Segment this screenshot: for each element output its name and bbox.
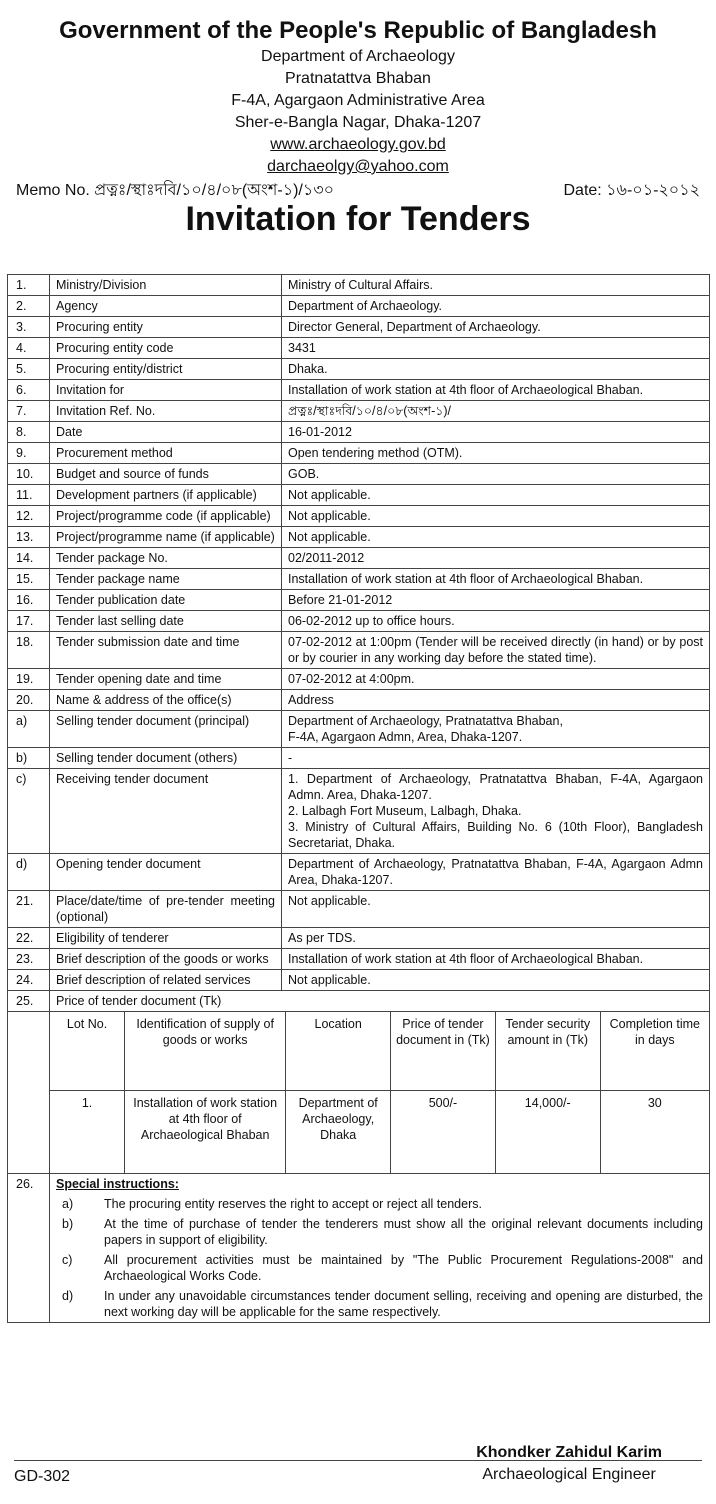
row-label: Procurement method <box>50 443 282 464</box>
table-row <box>8 632 710 669</box>
instruction-item <box>56 1216 703 1248</box>
row-label: Brief description of the goods or works <box>50 949 282 970</box>
row-label: Price of tender document (Tk) <box>50 991 710 1012</box>
price-value-identification: Installation of work station at 4th floor of Archaeological Bhaban <box>125 1091 286 1174</box>
table-row <box>8 590 710 611</box>
row-value: 07-02-2012 at 4:00pm. <box>282 669 710 690</box>
table-row <box>8 949 710 970</box>
address-line-1: F-4A, Agargaon Administrative Area <box>231 92 485 109</box>
row-label: Tender package name <box>50 569 282 590</box>
table-row <box>8 854 710 891</box>
special-instructions <box>50 1174 710 1323</box>
row-value: GOB. <box>282 464 710 485</box>
row-number: 4. <box>8 338 50 359</box>
table-row <box>8 401 710 422</box>
row-value: Not applicable. <box>282 506 710 527</box>
row-number: 13. <box>8 527 50 548</box>
price-value-security: 14,000/- <box>495 1091 600 1174</box>
price-value-completion: 30 <box>600 1091 709 1174</box>
row-label: Receiving tender document <box>50 769 282 854</box>
row-value-line: F-4A, Agargaon Admn, Area, Dhaka-1207. <box>288 730 523 744</box>
table-row <box>8 711 710 748</box>
table-row <box>8 506 710 527</box>
row-number-empty <box>8 1012 50 1174</box>
letterhead <box>0 16 716 178</box>
row-number: 6. <box>8 380 50 401</box>
row-value: Not applicable. <box>282 970 710 991</box>
row-value: 3431 <box>282 338 710 359</box>
row-value <box>282 711 710 748</box>
row-number: 9. <box>8 443 50 464</box>
row-value: Not applicable. <box>282 527 710 548</box>
row-number: 19. <box>8 669 50 690</box>
row-label: Tender opening date and time <box>50 669 282 690</box>
memo-row <box>16 179 700 203</box>
table-row <box>8 569 710 590</box>
row-label: Project/programme name (if applicable) <box>50 527 282 548</box>
table-row <box>8 748 710 769</box>
row-label: Tender submission date and time <box>50 632 282 669</box>
instruction-text: In under any unavoidable circumstances tender document selling, receiving and opening are disturbed, the next working day will be applicable for the same respectively. <box>104 1289 703 1319</box>
price-table-cell <box>50 1012 710 1174</box>
building-name: Pratnatattva Bhaban <box>285 70 431 87</box>
table-row <box>8 891 710 928</box>
price-header-row <box>50 1012 709 1091</box>
price-header-cell: Price of tender document in (Tk) <box>391 1012 496 1091</box>
special-instructions-title: Special instructions: <box>56 1177 179 1191</box>
row-value: Not applicable. <box>282 891 710 928</box>
instruction-text: The procuring entity reserves the right to accept or reject all tenders. <box>104 1197 482 1211</box>
row-number: 21. <box>8 891 50 928</box>
table-row <box>8 338 710 359</box>
row-value: Department of Archaeology. <box>282 296 710 317</box>
instruction-item <box>56 1196 703 1212</box>
row-value: প্রত্নঃ/স্থাঃদবি/১০/৪/০৮(অংশ-১)/ <box>282 401 710 422</box>
table-row-price-detail <box>8 1012 710 1174</box>
row-number: c) <box>8 769 50 854</box>
price-value-location: Department of Archaeology, Dhaka <box>286 1091 391 1174</box>
row-label: Name & address of the office(s) <box>50 690 282 711</box>
row-number: b) <box>8 748 50 769</box>
instruction-letter: d) <box>62 1289 74 1303</box>
row-value: Dhaka. <box>282 359 710 380</box>
price-value-lot-no: 1. <box>81 1096 93 1110</box>
row-number: 12. <box>8 506 50 527</box>
row-number: 15. <box>8 569 50 590</box>
footer <box>14 1442 702 1498</box>
row-label: Project/programme code (if applicable) <box>50 506 282 527</box>
department-name: Department of Archaeology <box>261 48 455 65</box>
table-row <box>8 422 710 443</box>
table-row <box>8 970 710 991</box>
table-row <box>8 443 710 464</box>
row-number: 14. <box>8 548 50 569</box>
row-label: Opening tender document <box>50 854 282 891</box>
row-number: 8. <box>8 422 50 443</box>
row-label: Agency <box>50 296 282 317</box>
row-value: Department of Archaeology, Pratnatattva Bhaban, F-4A, Agargaon Admn Area, Dhaka-1207. <box>282 854 710 891</box>
table-row-price-header <box>8 991 710 1012</box>
row-value: - <box>282 748 710 769</box>
document-code: GD-302 <box>14 1468 71 1485</box>
row-number: 22. <box>8 928 50 949</box>
table-row <box>8 611 710 632</box>
row-value: 07-02-2012 at 1:00pm (Tender will be received directly (in hand) or by post or by courier in any working day before the stated time). <box>282 632 710 669</box>
row-value <box>282 769 710 854</box>
row-value-line: 2. Lalbagh Fort Museum, Lalbagh, Dhaka. <box>288 804 522 818</box>
row-number: 20. <box>8 690 50 711</box>
government-title: Government of the People's Republic of Bangladesh <box>59 17 657 44</box>
row-label: Budget and source of funds <box>50 464 282 485</box>
table-row <box>8 275 710 296</box>
table-row <box>8 380 710 401</box>
instruction-letter: c) <box>62 1253 73 1267</box>
row-label: Tender package No. <box>50 548 282 569</box>
row-value: 16-01-2012 <box>282 422 710 443</box>
website-link[interactable]: www.archaeology.gov.bd <box>270 136 446 153</box>
row-label: Tender last selling date <box>50 611 282 632</box>
row-label: Date <box>50 422 282 443</box>
signer-name: Khondker Zahidul Karim <box>476 1444 662 1461</box>
row-value: As per TDS. <box>282 928 710 949</box>
row-number: 24. <box>8 970 50 991</box>
instruction-text: All procurement activities must be maintained by "The Public Procurement Regulations-2008" and Archaeological Works Code. <box>104 1253 703 1283</box>
table-row-special <box>8 1174 710 1323</box>
signature-block <box>476 1442 662 1486</box>
address-line-2: Sher-e-Bangla Nagar, Dhaka-1207 <box>234 114 482 131</box>
row-label: Invitation for <box>50 380 282 401</box>
row-value: Installation of work station at 4th floor of Archaeological Bhaban. <box>282 949 710 970</box>
memo-date: Date: ১৬-০১-২০১২ <box>563 182 700 199</box>
price-value-price: 500/- <box>391 1091 496 1174</box>
row-value-line: 3. Ministry of Cultural Affairs, Building No. 6 (10th Floor), Bangladesh Secretariat, Dhaka. <box>288 820 703 850</box>
email-link[interactable]: darchaeolgy@yahoo.com <box>267 158 449 175</box>
row-number: 3. <box>8 317 50 338</box>
row-label: Brief description of related services <box>50 970 282 991</box>
row-label: Procuring entity code <box>50 338 282 359</box>
price-header-cell: Location <box>286 1012 391 1091</box>
row-number: a) <box>8 711 50 748</box>
table-row <box>8 527 710 548</box>
row-value: 02/2011-2012 <box>282 548 710 569</box>
row-number: 17. <box>8 611 50 632</box>
memo-number: প্রত্নঃ/স্থাঃদবি/১০/৪/০৮(অংশ-১)/১৩০ <box>94 182 335 199</box>
price-header-cell: Identification of supply of goods or works <box>125 1012 286 1091</box>
table-row <box>8 317 710 338</box>
price-header-cell: Lot No. <box>50 1012 125 1091</box>
table-row <box>8 669 710 690</box>
document-title: Invitation for Tenders <box>185 200 531 238</box>
instruction-item <box>56 1288 703 1320</box>
instruction-text: At the time of purchase of tender the tenderers must show all the original relevant documents including papers in support of eligibility. <box>104 1217 703 1247</box>
row-value: Before 21-01-2012 <box>282 590 710 611</box>
row-label: Selling tender document (others) <box>50 748 282 769</box>
row-number: 26. <box>8 1174 50 1323</box>
row-value: Not applicable. <box>282 485 710 506</box>
table-row <box>8 928 710 949</box>
instruction-item <box>56 1252 703 1284</box>
row-number: 16. <box>8 590 50 611</box>
row-label: Procuring entity/district <box>50 359 282 380</box>
table-row <box>8 485 710 506</box>
instruction-letter: b) <box>62 1217 74 1231</box>
price-value-row <box>50 1091 709 1174</box>
row-value-line: 1. Department of Archaeology, Pratnatattva Bhaban, F-4A, Agargaon Admn. Area, Dhaka-1207. <box>288 772 703 802</box>
row-label: Place/date/time of pre-tender meeting (optional) <box>50 891 282 928</box>
row-label: Tender publication date <box>50 590 282 611</box>
row-number: 7. <box>8 401 50 422</box>
row-number: 18. <box>8 632 50 669</box>
row-value: Open tendering method (OTM). <box>282 443 710 464</box>
signer-title: Archaeological Engineer <box>482 1466 656 1483</box>
memo-label: Memo No. <box>16 182 90 199</box>
row-value: Installation of work station at 4th floor of Archaeological Bhaban. <box>282 380 710 401</box>
row-label: Ministry/Division <box>50 275 282 296</box>
row-value-line: Department of Archaeology, Pratnatattva Bhaban, <box>288 714 563 728</box>
row-label: Procuring entity <box>50 317 282 338</box>
row-value: Director General, Department of Archaeology. <box>282 317 710 338</box>
price-header-cell: Tender security amount in (Tk) <box>495 1012 600 1091</box>
table-row <box>8 296 710 317</box>
row-label: Eligibility of tenderer <box>50 928 282 949</box>
table-row <box>8 359 710 380</box>
row-number: d) <box>8 854 50 891</box>
row-label: Selling tender document (principal) <box>50 711 282 748</box>
table-row <box>8 548 710 569</box>
tender-table <box>7 274 710 1323</box>
row-value: Address <box>282 690 710 711</box>
table-row <box>8 690 710 711</box>
row-label: Development partners (if applicable) <box>50 485 282 506</box>
table-row <box>8 769 710 854</box>
row-number: 25. <box>8 991 50 1012</box>
row-value: Ministry of Cultural Affairs. <box>282 275 710 296</box>
row-number: 1. <box>8 275 50 296</box>
row-value: Installation of work station at 4th floor of Archaeological Bhaban. <box>282 569 710 590</box>
row-number: 5. <box>8 359 50 380</box>
table-row <box>8 464 710 485</box>
instruction-letter: a) <box>62 1197 74 1211</box>
row-number: 23. <box>8 949 50 970</box>
row-number: 10. <box>8 464 50 485</box>
price-header-cell: Completion time in days <box>600 1012 709 1091</box>
row-number: 2. <box>8 296 50 317</box>
row-label: Invitation Ref. No. <box>50 401 282 422</box>
row-value: 06-02-2012 up to office hours. <box>282 611 710 632</box>
price-table <box>50 1012 709 1173</box>
row-number: 11. <box>8 485 50 506</box>
